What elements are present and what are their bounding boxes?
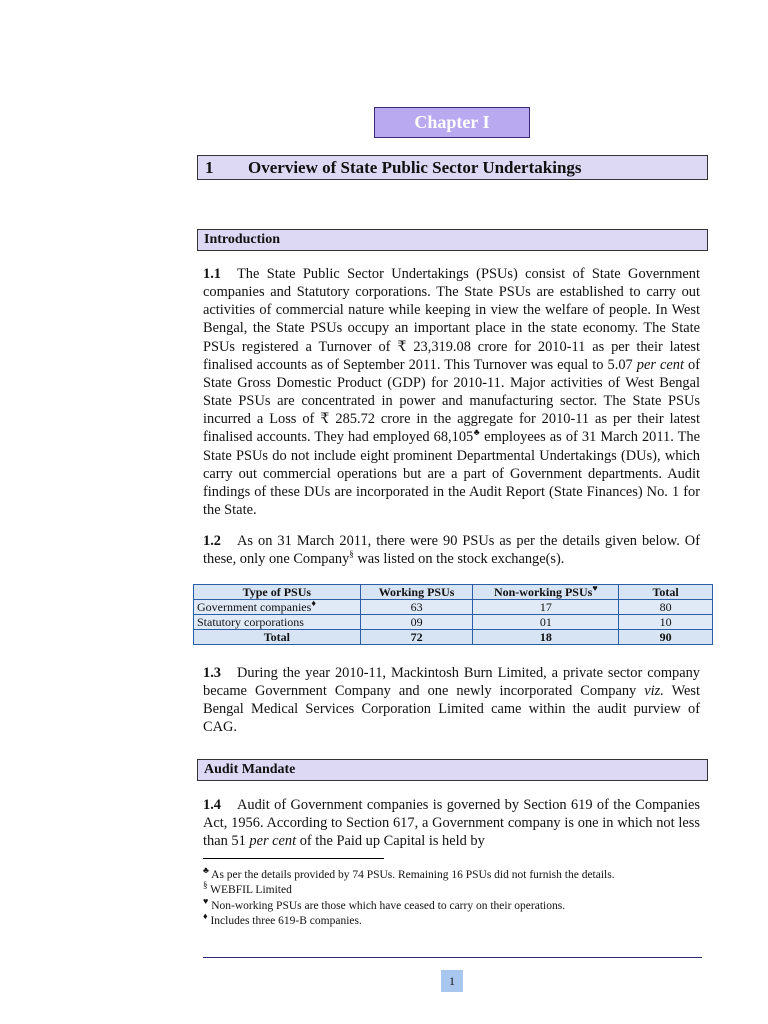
table-cell: 17 <box>473 600 619 615</box>
table-cell: Statutory corporations <box>194 615 361 630</box>
footnote <box>203 895 703 914</box>
table-header: Type of PSUs <box>194 585 361 600</box>
table-cell: Total <box>194 630 361 645</box>
table-cell: Government companies♦ <box>194 600 361 615</box>
section-heading <box>197 155 708 180</box>
paragraph-text: of State Gross Domestic Product (GDP) for 2010-11. Major activities of West Bengal State PSUs are concentrated in power and manufacturing sector. The State PSUs incurred a Loss of ₹ 285.72 crore in the aggregate for 2010-11 as per their latest finalised accounts. They had employed 68,105 <box>203 356 701 446</box>
italic-text: per cent <box>249 833 297 850</box>
paragraph-text: employees as of 31 March 2011. The State PSUs do not include eight prominent Departmental Undertakings (DUs), which carry out commercial operations but are a part of Government departments. Audit findings of these DUs are incorporated in the Audit Report (State Finances) No. 1 for the State. <box>203 429 701 519</box>
footnote-text: Non-working PSUs are those which have ceased to carry on their operations. <box>211 899 566 912</box>
table-cell: 10 <box>619 615 713 630</box>
paragraph-1-3 <box>203 664 700 737</box>
table-cell: 63 <box>360 600 473 615</box>
paragraph-number: 1.1 <box>203 266 221 282</box>
table-cell: 01 <box>473 615 619 630</box>
italic-text: per cent <box>636 356 684 373</box>
paragraph-number: 1.2 <box>203 533 221 549</box>
footnote-text: As per the details provided by 74 PSUs. Remaining 16 PSUs did not furnish the details. <box>211 869 615 881</box>
footnote-mark: ♦ <box>203 911 208 922</box>
footnote-mark: ♥ <box>592 583 598 593</box>
table-cell: 09 <box>360 615 473 630</box>
footnote-mark: § <box>203 880 208 891</box>
page-number: 1 <box>441 970 463 992</box>
paragraph-text: of the Paid up Capital is held by <box>296 833 485 850</box>
table-row <box>194 615 713 630</box>
introduction-heading: Introduction <box>197 229 708 251</box>
footnotes <box>203 865 703 929</box>
footnote-text: Includes three 619-B companies. <box>210 914 362 927</box>
table-cell: 90 <box>619 630 713 645</box>
paragraph-1-2 <box>203 532 700 568</box>
paragraph-text: Audit of Government companies is governed by Section 619 of the Companies Act, 1956. According to Section 617, a Government company is one in which not less than 51 <box>203 797 700 850</box>
psu-table <box>193 584 713 645</box>
table-header: Working PSUs <box>360 585 473 600</box>
paragraph-text: As on 31 March 2011, there were 90 PSUs as per the details given below. Of these, only one Company <box>203 533 700 568</box>
table-row <box>194 600 713 615</box>
paragraph-number: 1.4 <box>203 797 221 813</box>
audit-mandate-heading: Audit Mandate <box>197 759 708 781</box>
table-total-row <box>194 630 713 645</box>
paragraph-text: The State Public Sector Undertakings (PSUs) consist of State Government companies and Statutory corporations. The State PSUs are established to carry out activities of commercial nature while keeping in view the welfare of people. In West Bengal, the State PSUs occupy an important place in the state economy. The State PSUs registered a Turnover of ₹ 23,319.08 crore for 2010-11 as per their latest finalised accounts as of September 2011. This Turnover was equal to 5.07 <box>203 266 700 373</box>
section-title: Overview of State Public Sector Undertakings <box>248 158 582 177</box>
chapter-title: Chapter I <box>374 107 530 138</box>
paragraph-1-4 <box>203 796 700 850</box>
table-cell: 80 <box>619 600 713 615</box>
footnote-divider <box>203 858 384 859</box>
table-cell: 72 <box>360 630 473 645</box>
footnote-mark: ♣ <box>473 427 481 438</box>
paragraph-text: West Bengal Medical Services Corporation Limited came within the audit purview of CAG. <box>203 683 700 736</box>
footnote <box>203 880 703 898</box>
footnote <box>203 865 703 883</box>
footnote-mark: ♦ <box>311 598 316 608</box>
paragraph-1-1 <box>203 265 700 519</box>
table-cell: 18 <box>473 630 619 645</box>
footnote-mark: § <box>349 549 354 560</box>
italic-text: viz. <box>644 683 664 700</box>
paragraph-text: was listed on the stock exchange(s). <box>353 551 565 568</box>
footnote-text: WEBFIL Limited <box>210 884 292 897</box>
paragraph-text: During the year 2010-11, Mackintosh Burn Limited, a private sector company became Government Company and one newly incorporated Company <box>203 665 700 700</box>
section-number: 1 <box>205 158 214 177</box>
footer-divider <box>203 957 702 958</box>
table-header-row <box>194 585 713 600</box>
paragraph-number: 1.3 <box>203 665 221 681</box>
table-header: Total <box>619 585 713 600</box>
table-header: Non-working PSUs♥ <box>473 585 619 600</box>
footnote <box>203 911 703 929</box>
footnote-mark: ♣ <box>203 865 209 876</box>
footnote-mark: ♥ <box>203 895 209 906</box>
